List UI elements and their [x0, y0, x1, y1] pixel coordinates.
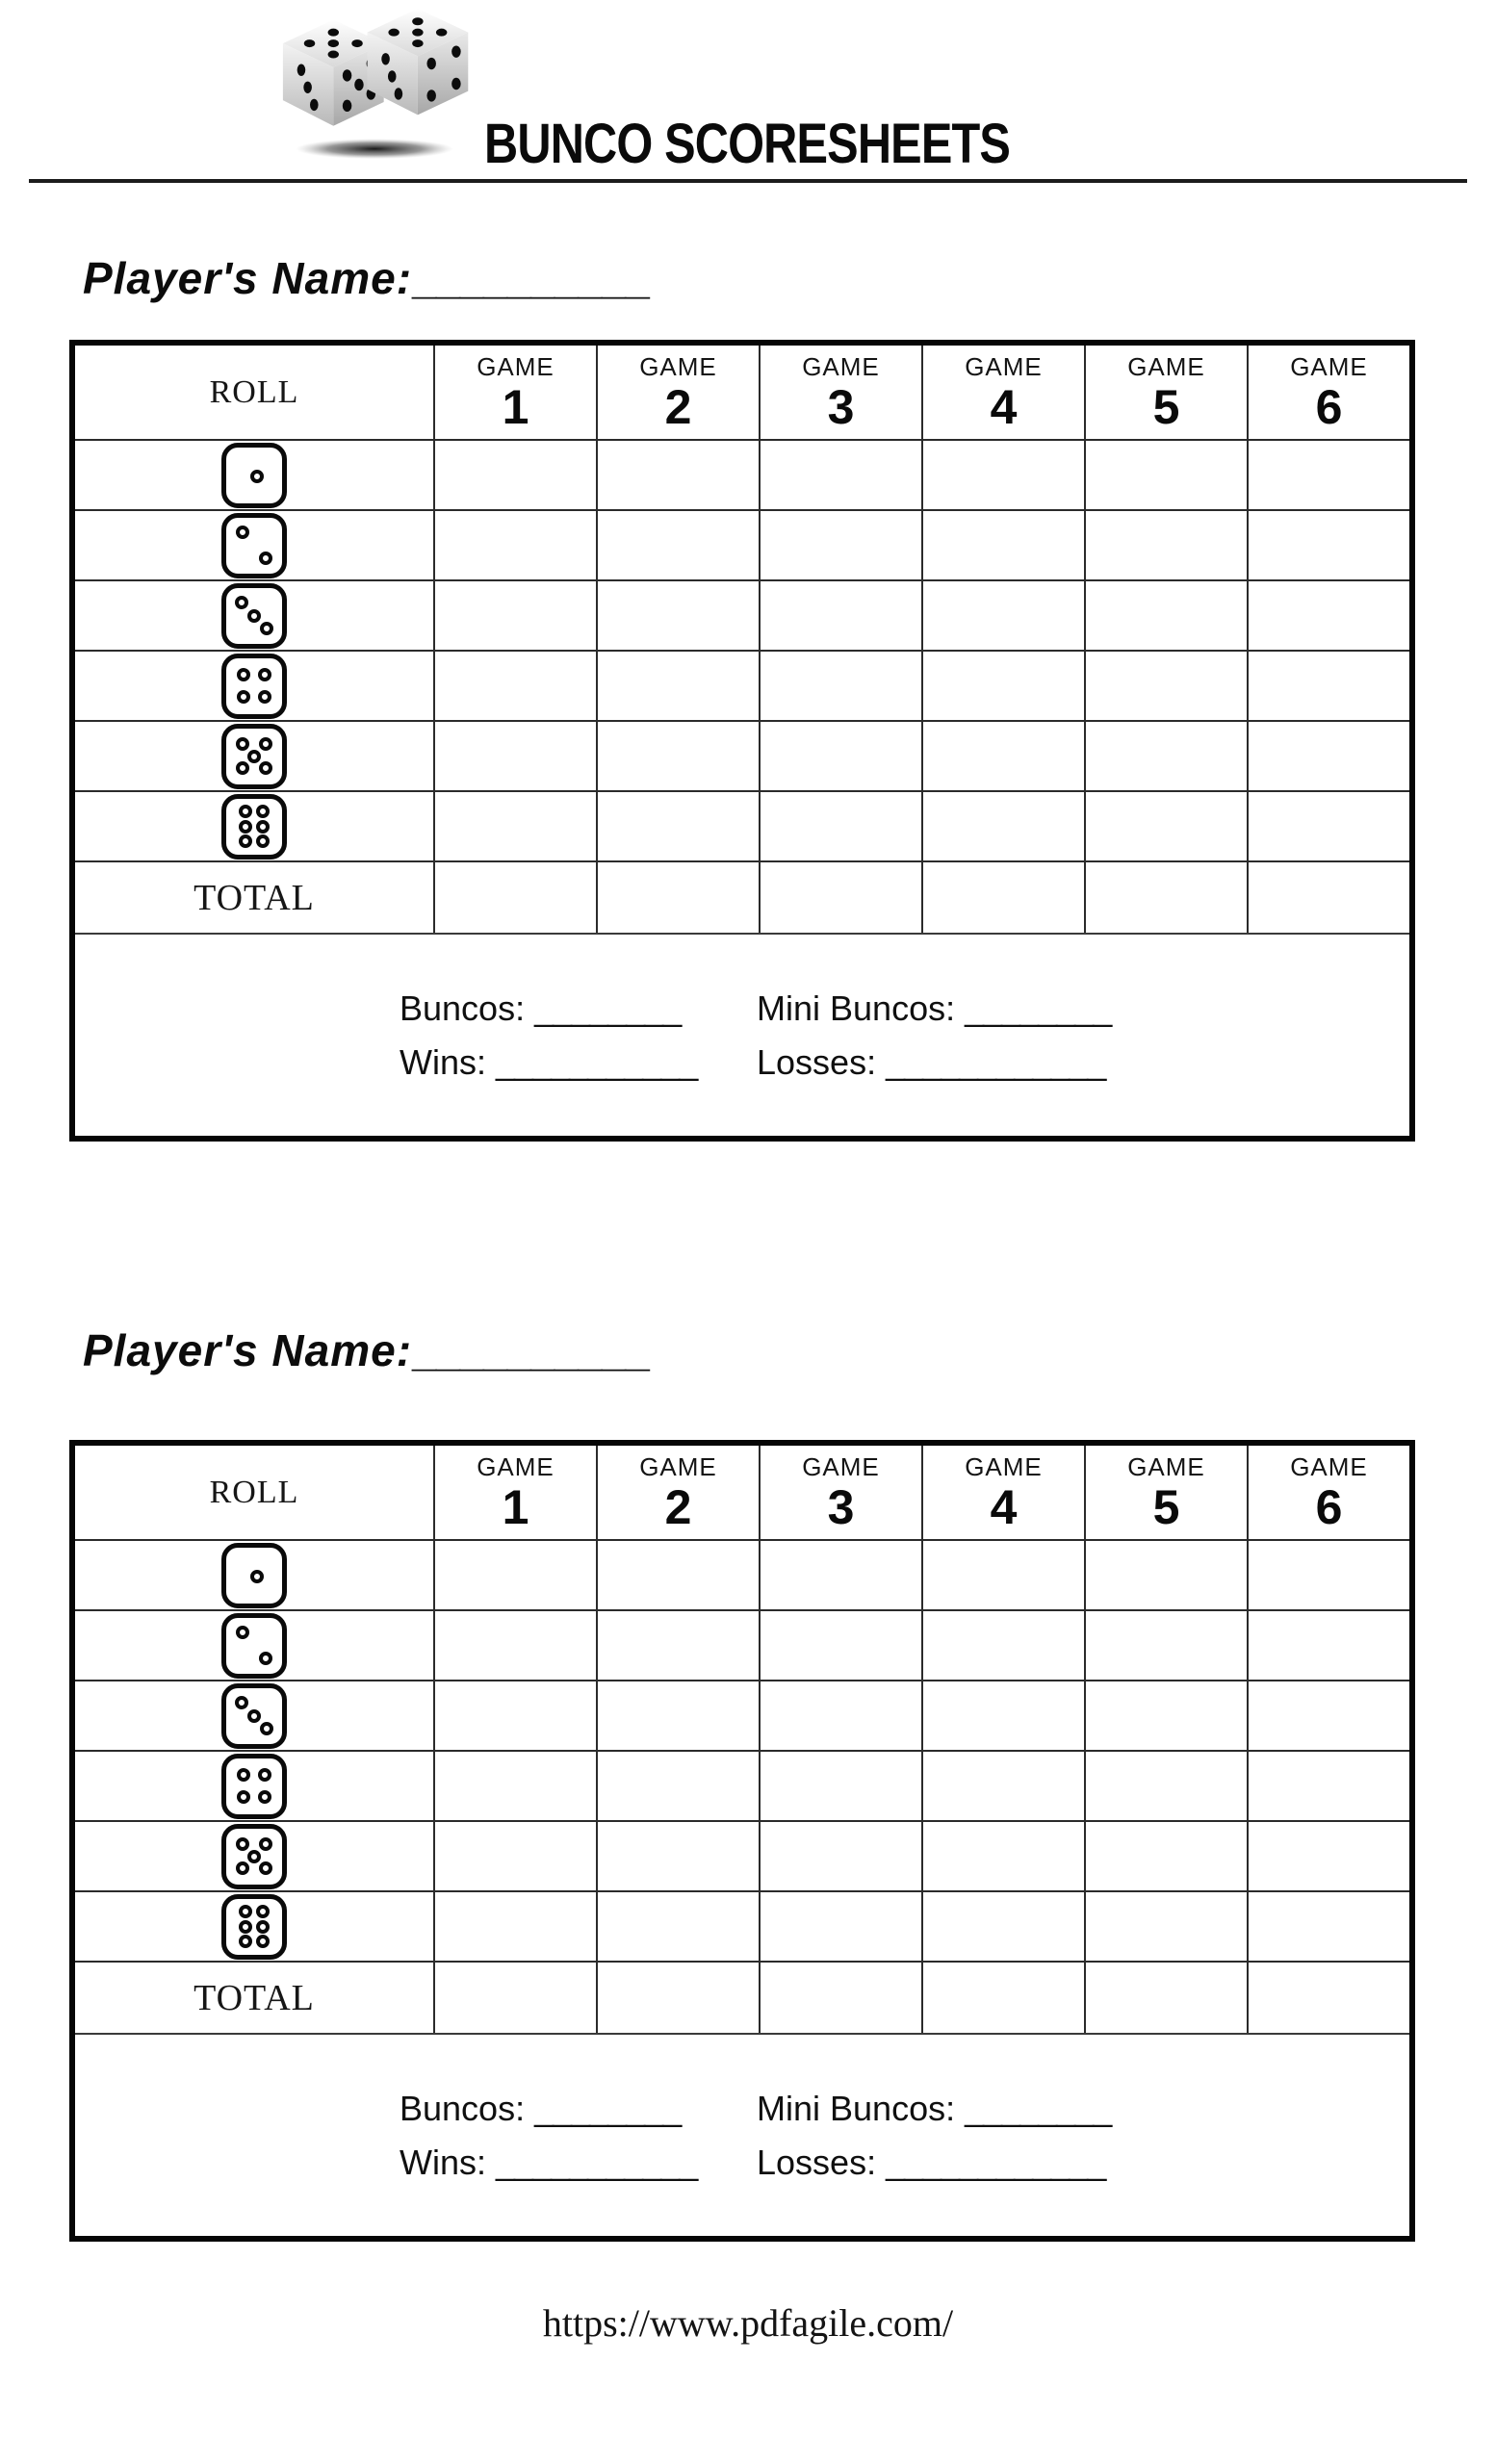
header-divider	[29, 179, 1467, 183]
score-cell	[1247, 1680, 1409, 1750]
score-cell	[433, 1750, 596, 1820]
game-6-header	[1247, 1446, 1409, 1539]
die-face-2	[221, 1613, 287, 1679]
game-number: 4	[990, 1480, 1018, 1535]
die-face-3	[221, 1683, 287, 1749]
score-cell	[1247, 439, 1409, 509]
total-label: TOTAL	[75, 1961, 433, 2033]
score-cell	[1247, 720, 1409, 790]
total-cell	[596, 860, 759, 933]
score-cell	[1247, 509, 1409, 579]
game-number: 5	[1152, 1480, 1180, 1535]
buncos-label: Buncos:	[400, 988, 526, 1028]
score-cell	[596, 1609, 759, 1680]
game-label: GAME	[1127, 352, 1205, 382]
total-cell	[759, 860, 921, 933]
score-cell	[1084, 509, 1247, 579]
score-cell	[1084, 1609, 1247, 1680]
score-cell	[921, 509, 1084, 579]
score-cell	[759, 439, 921, 509]
total-cell	[921, 1961, 1084, 2033]
wins-field	[400, 2143, 697, 2183]
score-cell	[433, 579, 596, 650]
buncos-blank-line: ________	[534, 2089, 682, 2128]
game-2-header	[596, 346, 759, 439]
mini-buncos-label: Mini Buncos:	[757, 988, 956, 1028]
total-cell	[1084, 1961, 1247, 2033]
score-cell	[759, 1750, 921, 1820]
game-2-header	[596, 1446, 759, 1539]
score-cell	[596, 439, 759, 509]
die-face-5	[221, 1824, 287, 1889]
game-number: 3	[827, 380, 855, 435]
score-cell	[433, 1609, 596, 1680]
score-cell	[921, 1820, 1084, 1890]
mini-buncos-field	[757, 988, 1111, 1029]
roll-row-3	[75, 1680, 433, 1750]
buncos-field	[400, 2089, 681, 2129]
score-cell	[1247, 579, 1409, 650]
game-5-header	[1084, 346, 1247, 439]
score-cell	[1084, 579, 1247, 650]
score-cell	[433, 1820, 596, 1890]
score-cell	[759, 1890, 921, 1961]
score-cell	[759, 720, 921, 790]
roll-row-6	[75, 790, 433, 860]
score-cell	[433, 1539, 596, 1609]
roll-column-header: ROLL	[209, 373, 299, 410]
roll-row-4	[75, 1750, 433, 1820]
die-face-3	[221, 583, 287, 649]
score-cell	[921, 1750, 1084, 1820]
roll-row-2	[75, 1609, 433, 1680]
page-title: BUNCO SCORESHEETS	[484, 113, 1011, 175]
score-cell	[921, 720, 1084, 790]
game-label: GAME	[1290, 1452, 1368, 1482]
roll-row-4	[75, 650, 433, 720]
roll-column-header: ROLL	[209, 1474, 299, 1510]
die-face-4	[221, 654, 287, 719]
score-cell	[921, 650, 1084, 720]
score-cell	[759, 1820, 921, 1890]
scoresheet-table-1	[69, 340, 1415, 1142]
player-name-line	[83, 252, 649, 304]
total-cell	[1084, 860, 1247, 933]
game-label: GAME	[639, 1452, 717, 1482]
score-cell	[596, 579, 759, 650]
score-cell	[1247, 1820, 1409, 1890]
total-cell	[596, 1961, 759, 2033]
game-number: 1	[502, 380, 529, 435]
wins-field	[400, 1042, 697, 1083]
losses-field	[757, 2143, 1105, 2183]
roll-row-5	[75, 720, 433, 790]
die-face-1	[221, 1543, 287, 1608]
roll-row-2	[75, 509, 433, 579]
score-cell	[1084, 1680, 1247, 1750]
buncos-field	[400, 988, 681, 1029]
game-number: 5	[1152, 380, 1180, 435]
score-cell	[921, 1539, 1084, 1609]
score-cell	[1084, 1539, 1247, 1609]
score-cell	[1084, 1750, 1247, 1820]
losses-field	[757, 1042, 1105, 1083]
score-cell	[433, 720, 596, 790]
score-cell	[596, 1750, 759, 1820]
mini-buncos-label: Mini Buncos:	[757, 2089, 956, 2128]
score-cell	[759, 1539, 921, 1609]
score-cell	[921, 1890, 1084, 1961]
game-5-header	[1084, 1446, 1247, 1539]
score-cell	[1084, 439, 1247, 509]
score-cell	[1247, 1539, 1409, 1609]
game-label: GAME	[477, 1452, 555, 1482]
total-cell	[759, 1961, 921, 2033]
score-cell	[1247, 650, 1409, 720]
buncos-blank-line: ________	[534, 988, 682, 1028]
score-cell	[433, 509, 596, 579]
score-cell	[433, 1680, 596, 1750]
wins-blank-line: ___________	[496, 1042, 698, 1082]
score-cell	[1084, 720, 1247, 790]
game-label: GAME	[1127, 1452, 1205, 1482]
total-cell	[1247, 860, 1409, 933]
summary-block	[75, 2033, 1409, 2236]
game-number: 6	[1315, 1480, 1343, 1535]
game-number: 4	[990, 380, 1018, 435]
game-label: GAME	[802, 352, 880, 382]
score-cell	[596, 1890, 759, 1961]
game-1-header	[433, 1446, 596, 1539]
roll-row-5	[75, 1820, 433, 1890]
summary-block	[75, 933, 1409, 1136]
roll-row-1	[75, 439, 433, 509]
total-cell	[921, 860, 1084, 933]
game-label: GAME	[965, 1452, 1043, 1482]
game-3-header	[759, 1446, 921, 1539]
game-label: GAME	[1290, 352, 1368, 382]
mini-buncos-blank-line: ________	[965, 988, 1112, 1028]
score-cell	[1247, 1609, 1409, 1680]
score-cell	[596, 790, 759, 860]
wins-label: Wins:	[400, 2143, 486, 2182]
score-cell	[596, 509, 759, 579]
game-4-header	[921, 1446, 1084, 1539]
score-cell	[1247, 1890, 1409, 1961]
score-cell	[596, 650, 759, 720]
score-cell	[433, 650, 596, 720]
losses-label: Losses:	[757, 1042, 877, 1082]
score-cell	[596, 1539, 759, 1609]
score-cell	[433, 439, 596, 509]
die-face-4	[221, 1754, 287, 1819]
roll-row-1	[75, 1539, 433, 1609]
score-cell	[921, 790, 1084, 860]
score-cell	[921, 1680, 1084, 1750]
score-cell	[433, 790, 596, 860]
score-cell	[433, 1890, 596, 1961]
die-face-6	[221, 1894, 287, 1960]
player-name-blank: __________	[412, 253, 649, 303]
score-cell	[596, 1820, 759, 1890]
player-name-label: Player's Name:	[83, 253, 413, 303]
score-cell	[759, 650, 921, 720]
score-cell	[1084, 1820, 1247, 1890]
score-cell	[596, 1680, 759, 1750]
game-number: 3	[827, 1480, 855, 1535]
roll-row-3	[75, 579, 433, 650]
dice-logo-icon	[281, 4, 474, 164]
game-number: 2	[664, 1480, 692, 1535]
game-1-header	[433, 346, 596, 439]
game-number: 6	[1315, 380, 1343, 435]
game-6-header	[1247, 346, 1409, 439]
wins-label: Wins:	[400, 1042, 486, 1082]
wins-blank-line: ___________	[496, 2143, 698, 2182]
game-4-header	[921, 346, 1084, 439]
score-cell	[1247, 790, 1409, 860]
source-url: https://www.pdfagile.com/	[542, 2301, 954, 2345]
score-cell	[759, 790, 921, 860]
total-cell	[1247, 1961, 1409, 2033]
score-cell	[1084, 650, 1247, 720]
score-cell	[759, 509, 921, 579]
game-3-header	[759, 346, 921, 439]
mini-buncos-field	[757, 2089, 1111, 2129]
score-cell	[921, 439, 1084, 509]
score-cell	[759, 1609, 921, 1680]
die-face-6	[221, 794, 287, 860]
score-cell	[759, 1680, 921, 1750]
total-cell	[433, 1961, 596, 2033]
game-number: 1	[502, 1480, 529, 1535]
roll-row-6	[75, 1890, 433, 1961]
losses-blank-line: ____________	[886, 1042, 1106, 1082]
game-label: GAME	[802, 1452, 880, 1482]
player-name-line	[83, 1324, 649, 1376]
total-label: TOTAL	[75, 860, 433, 933]
game-label: GAME	[477, 352, 555, 382]
score-cell	[921, 1609, 1084, 1680]
die-face-1	[221, 443, 287, 508]
score-cell	[1084, 790, 1247, 860]
game-label: GAME	[965, 352, 1043, 382]
score-cell	[1084, 1890, 1247, 1961]
player-name-label: Player's Name:	[83, 1325, 413, 1375]
buncos-label: Buncos:	[400, 2089, 526, 2128]
game-number: 2	[664, 380, 692, 435]
die-face-2	[221, 513, 287, 578]
score-cell	[759, 579, 921, 650]
losses-label: Losses:	[757, 2143, 877, 2182]
game-label: GAME	[639, 352, 717, 382]
losses-blank-line: ____________	[886, 2143, 1106, 2182]
total-cell	[433, 860, 596, 933]
die-face-5	[221, 724, 287, 789]
scoresheet-table-2	[69, 1440, 1415, 2242]
mini-buncos-blank-line: ________	[965, 2089, 1112, 2128]
player-name-blank: __________	[412, 1325, 649, 1375]
score-cell	[596, 720, 759, 790]
score-cell	[1247, 1750, 1409, 1820]
score-cell	[921, 579, 1084, 650]
